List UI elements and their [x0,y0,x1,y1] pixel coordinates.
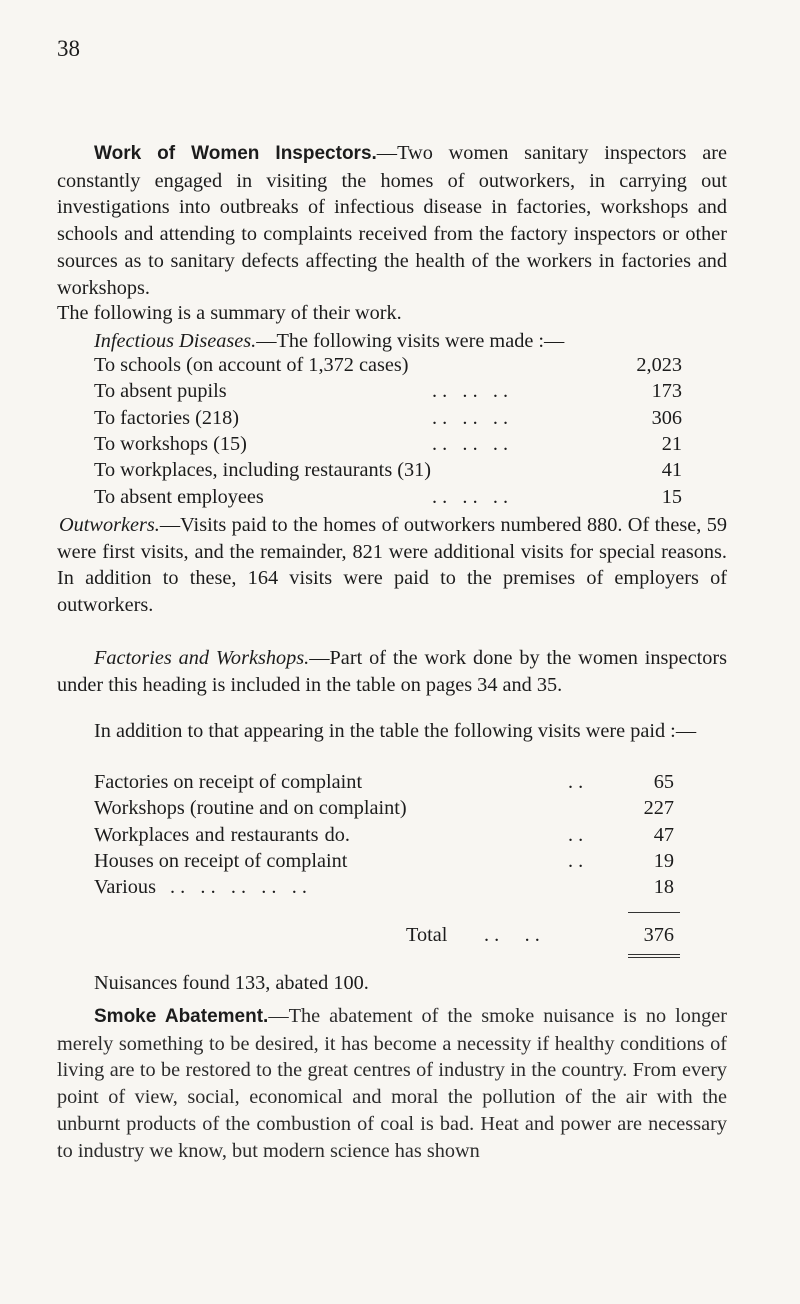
intro-text: —The following visits were made :— [256,330,565,352]
table-row [94,486,264,509]
total-label: Total [406,924,448,946]
infectious-diseases-intro [94,328,734,355]
table-row-label: Factories on receipt of complaint [94,771,363,793]
row-value: 15 [661,486,682,508]
row-value: 65 [653,771,674,793]
table-row-label: Workshops (routine and on complaint) [94,797,407,819]
total-double-rule-bottom [628,957,680,958]
row-dots: . . . . . . [432,407,509,429]
row-label: To workshops (15) [94,433,247,455]
row-label: To absent employees [94,486,264,508]
row-value: 21 [661,433,682,455]
row-dots: . . . . . . [432,380,509,402]
section-heading: Outworkers. [59,514,160,536]
table-row [94,354,409,377]
table-row-label: Houses on receipt of complaint [94,850,348,872]
section-heading: Work of Women Inspectors. [94,143,377,164]
row-dots: . . . . . . [432,486,509,508]
women-inspectors-paragraph [57,140,727,301]
page-number: 38 [57,36,80,61]
total-rule [628,912,680,913]
table-row [94,407,239,430]
outworkers-paragraph [57,512,727,619]
smoke-abatement-paragraph [57,1003,727,1164]
row-label: To workplaces, including restaurants (31) [94,459,432,481]
row-dots: . . [568,771,584,793]
table-row-label: Workplaces and restaurants do. [94,824,350,846]
table-row-label: Various [94,876,156,898]
row-dots: . . . . . . . . . . [170,876,307,898]
total-dots: . . . . [484,924,540,946]
row-dots: . . . . . . [432,433,509,455]
paragraph-text: —The abatement of the smoke nuisance is no longer merely something to be desired, it has become a necessity if healthy conditions of living are to be restored to the great centres of industry in the country. From every point of view, social, economical and moral the pollution of the air with the unburnt products of the combustion of coal is bad. Heat and power are necessary to industry we know, but modern science has shown [57,1005,727,1162]
row-label: To schools (on account of 1,372 cases) [94,354,409,376]
row-value: 41 [661,459,682,481]
paragraph-text: —Two women sanitary inspectors are constantly engaged in visiting the homes of outworkers, in carrying out investigations into outbreaks of infectious disease in factories, workshops and schools and attending to complaints received from the factory inspectors or other sources as to sanitary defects affecting the health of the workers in factories and workshops. [57,142,727,299]
total-value: 376 [643,924,674,946]
row-label: To absent pupils [94,380,227,402]
paragraph-text: —Visits paid to the homes of outworkers numbered 880. Of these, 59 were first visits, and the remainder, 821 were additional visits for special reasons. In addition to these, 164 visits were paid to the premises of employers of outworkers. [57,514,727,617]
row-dots: . . [568,850,584,872]
nuisances-line: Nuisances found 133, abated 100. [94,972,369,994]
row-value: 18 [653,876,674,898]
summary-intro: The following is a summary of their work. [57,302,402,324]
table-row [94,380,227,403]
row-label: To factories (218) [94,407,239,429]
section-heading: Factories and Workshops. [94,647,310,669]
total-double-rule-top [628,954,680,955]
section-heading: Smoke Abatement. [94,1006,269,1027]
row-dots: . . [568,824,584,846]
row-value: 19 [653,850,674,872]
table-row [94,459,431,482]
factories-addition: In addition to that appearing in the table the following visits were paid :— [94,720,697,742]
row-value: 47 [653,824,674,846]
row-value: 227 [643,797,674,819]
row-value: 173 [651,380,682,402]
section-heading: Infectious Diseases. [94,330,257,352]
table-row [94,433,247,456]
row-value: 306 [651,407,682,429]
factories-paragraph [57,645,727,698]
row-value: 2,023 [636,354,682,376]
paragraph-text: —Part of the work done by the women inspectors under this heading is included in the table on pages 34 and 35. [57,647,727,696]
